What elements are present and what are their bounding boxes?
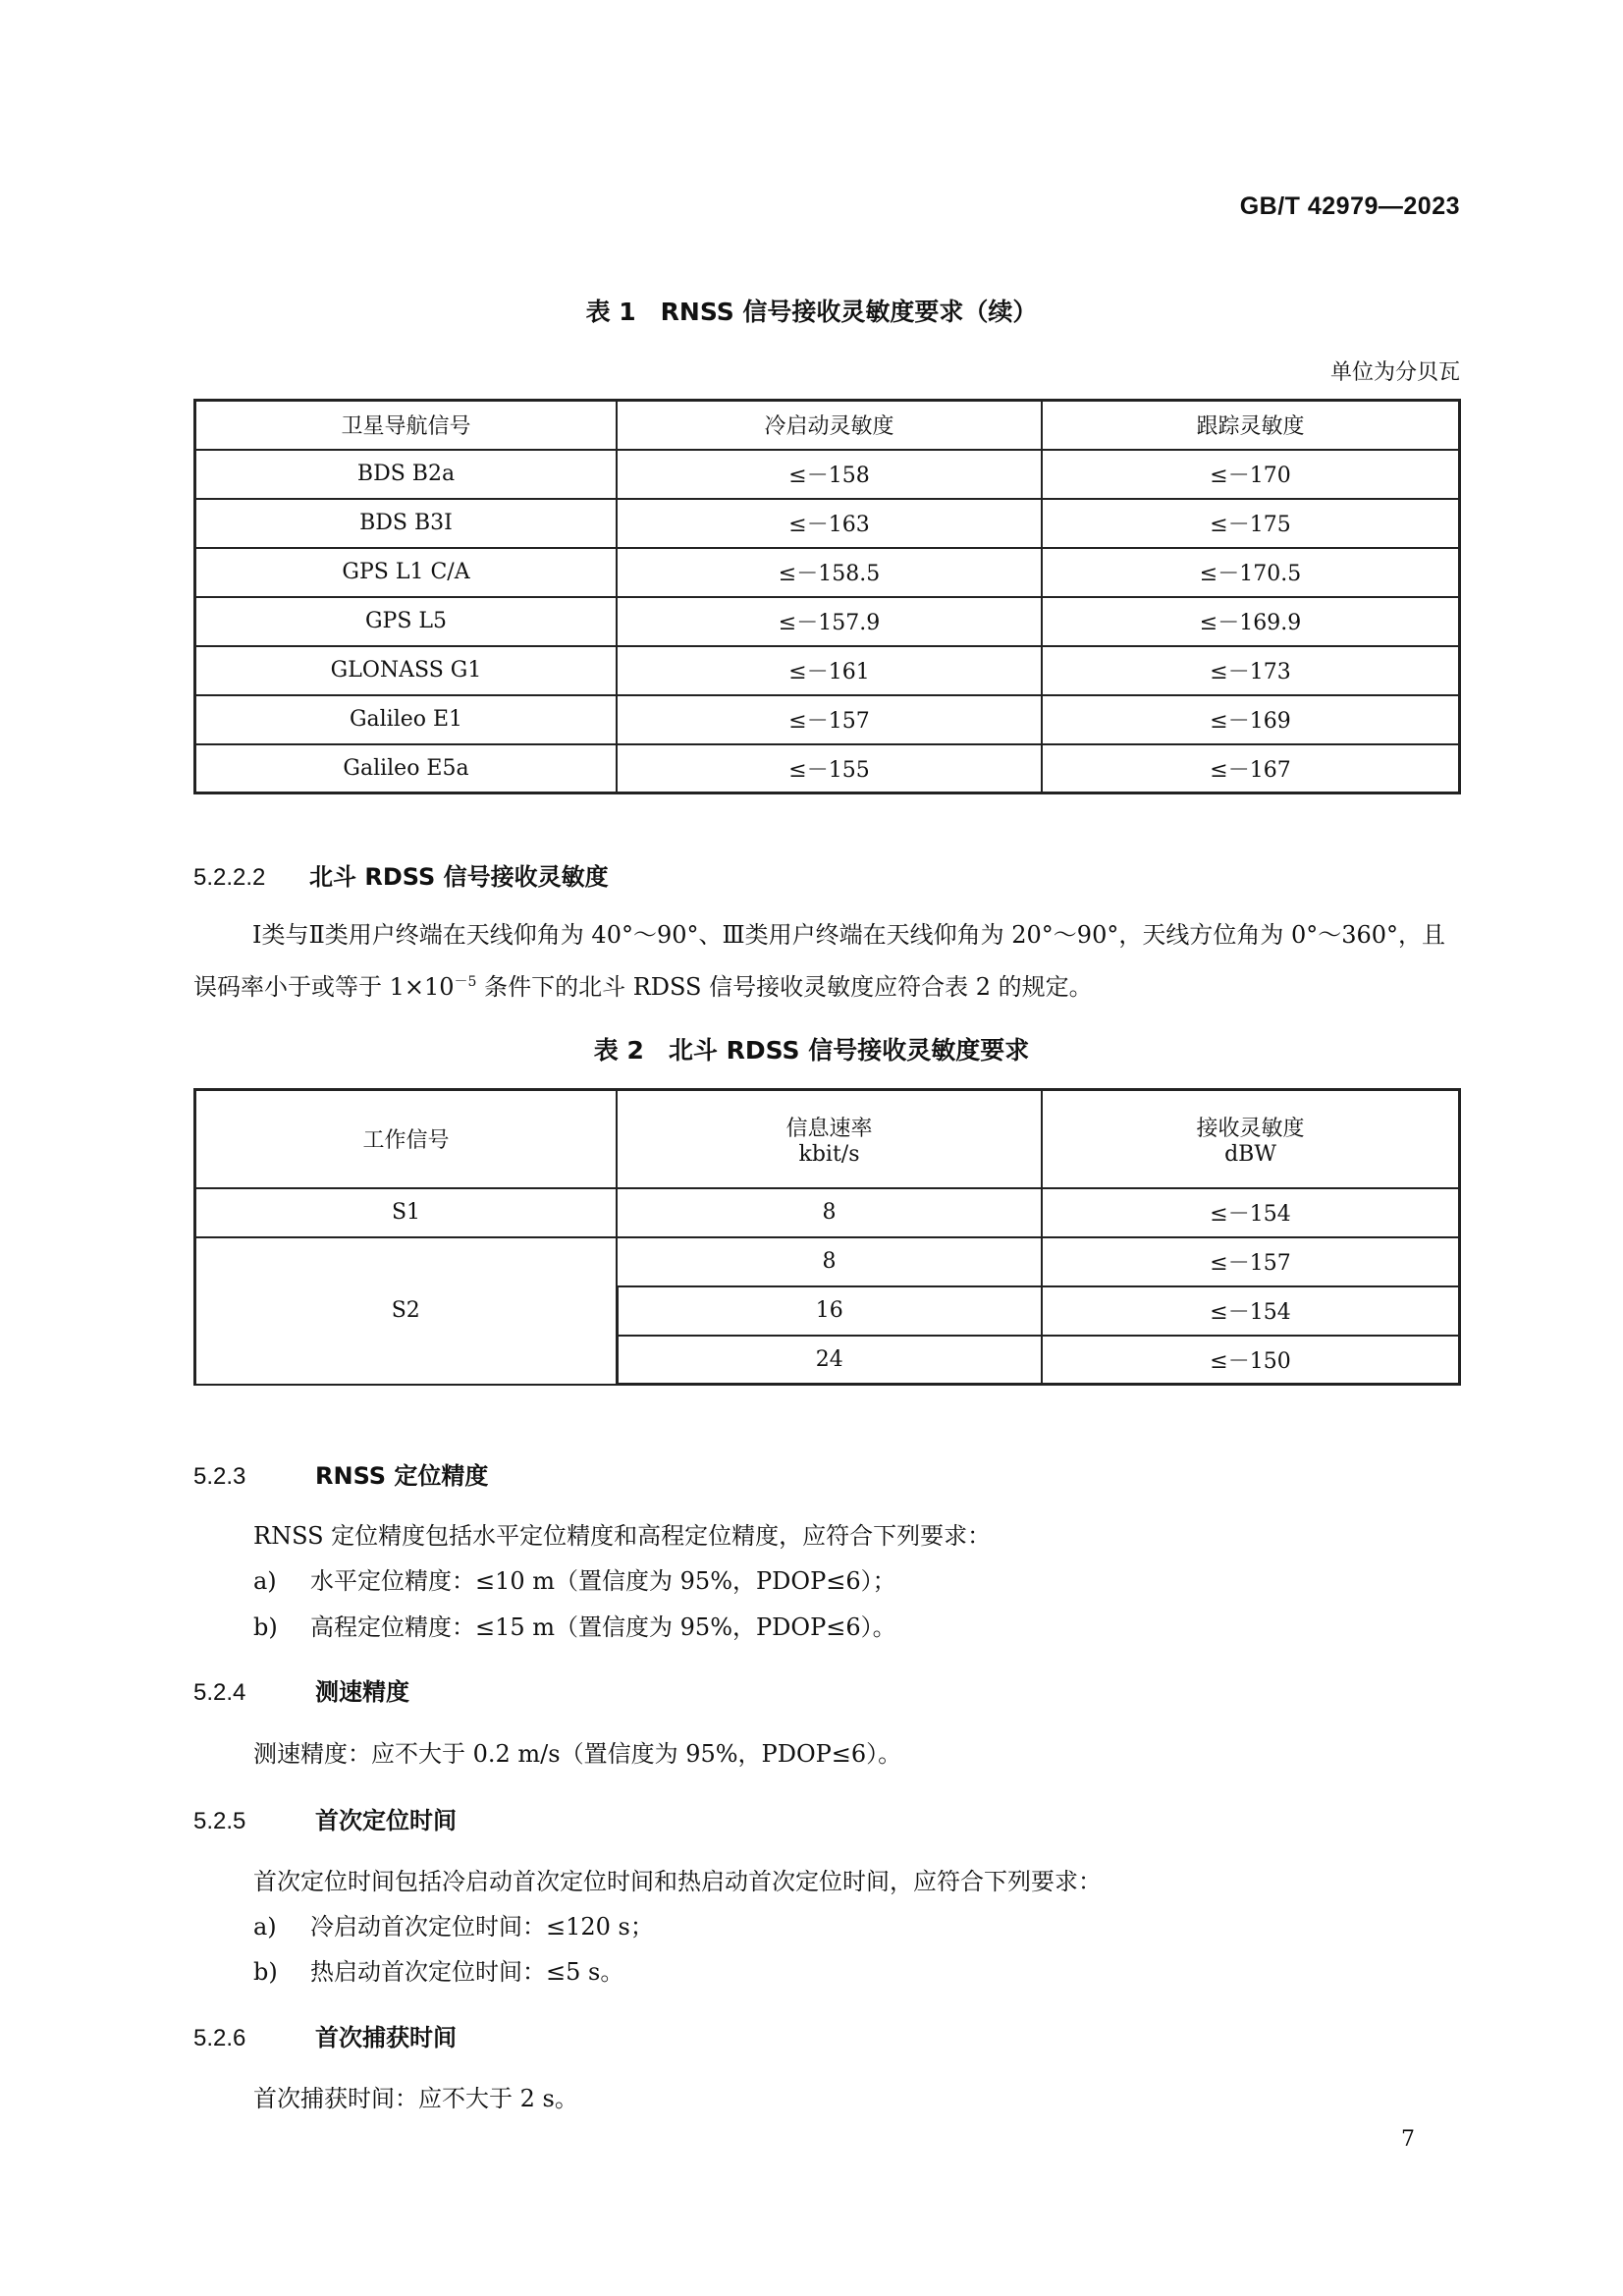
list-item [253,1907,654,1941]
table-row [195,1237,1460,1286]
table1-caption: 表 1 RNSS 信号接收灵敏度要求（续） [585,298,1038,326]
table2-header-signal: 工作信号 [195,1090,618,1188]
section-title: 首次定位时间 [315,1807,457,1834]
signal-cell: GLONASS G1 [195,646,618,695]
section-number: 5.2.4 [193,1679,246,1706]
list-label: a) [253,1913,277,1941]
paragraph-text-part2: 条件下的北斗 RDSS 信号接收灵敏度应符合表 2 的规定。 [476,973,1093,1001]
sensitivity-cell: ≤－154 [1042,1188,1460,1237]
section-5-2-6-text: 首次捕获时间：应不大于 2 s。 [253,2085,578,2112]
section-5-2-3-intro: RNSS 定位精度包括水平定位精度和高程定位精度，应符合下列要求： [253,1522,992,1550]
section-number: 5.2.6 [193,2025,246,2051]
list-item [253,1608,896,1642]
cold-start-cell: ≤－155 [617,744,1042,793]
section-title: 北斗 RDSS 信号接收灵敏度 [309,863,609,891]
signal-cell: GPS L1 C/A [195,548,618,597]
table-row [195,1188,1460,1237]
rate-header-label: 信息速率 [785,1116,873,1141]
list-label: b) [253,1958,278,1986]
table1 [193,399,1461,794]
tracking-cell: ≤－170.5 [1042,548,1460,597]
tracking-cell: ≤－170 [1042,450,1460,499]
table2 [193,1088,1461,1386]
table-row [195,695,1460,744]
table1-header-tracking: 跟踪灵敏度 [1042,401,1460,450]
cold-start-cell: ≤－157 [617,695,1042,744]
table1-header-signal: 卫星导航信号 [195,401,618,450]
section-5-2-4-heading [193,1672,409,1707]
tracking-cell: ≤－175 [1042,499,1460,548]
cold-start-cell: ≤－158.5 [617,548,1042,597]
rate-header-unit: kbit/s [798,1141,860,1167]
section-number: 5.2.5 [193,1808,246,1834]
sensitivity-header-label: 接收灵敏度 [1196,1116,1305,1141]
list-text: 水平定位精度：≤10 m（置信度为 95%，PDOP≤6）； [310,1567,896,1595]
table-row [195,499,1460,548]
section-5-2-6-heading [193,2018,457,2052]
table-row [195,450,1460,499]
section-number: 5.2.2.2 [193,864,266,891]
rate-cell: 16 [617,1286,1042,1336]
standard-number: GB/T 42979—2023 [1239,192,1460,220]
signal-cell: S1 [195,1188,618,1237]
section-5-2-2-2-text [193,911,1461,1011]
signal-cell: BDS B2a [195,450,618,499]
table2-caption: 表 2 北斗 RDSS 信号接收灵敏度要求 [593,1036,1030,1065]
tracking-cell: ≤－173 [1042,646,1460,695]
list-label: a) [253,1567,277,1595]
section-title: RNSS 定位精度 [315,1462,489,1490]
table-row [195,646,1460,695]
list-text: 高程定位精度：≤15 m（置信度为 95%，PDOP≤6）。 [310,1613,896,1641]
rate-cell: 8 [617,1188,1042,1237]
signal-cell: Galileo E5a [195,744,618,793]
section-5-2-5-intro: 首次定位时间包括冷启动首次定位时间和热启动首次定位时间，应符合下列要求： [253,1868,1102,1895]
sensitivity-header-unit: dBW [1224,1141,1276,1167]
sensitivity-cell: ≤－150 [1042,1336,1460,1385]
cold-start-cell: ≤－158 [617,450,1042,499]
tracking-cell: ≤－169 [1042,695,1460,744]
list-item [253,1561,896,1596]
section-5-2-3-heading [193,1456,488,1491]
section-5-2-2-2-heading [193,857,609,892]
cold-start-cell: ≤－163 [617,499,1042,548]
tracking-cell: ≤－169.9 [1042,597,1460,646]
sensitivity-cell: ≤－157 [1042,1237,1460,1286]
paragraph-text-part1: Ⅰ类与Ⅱ类用户终端在天线仰角为 40°～90°、Ⅲ类用户终端在天线仰角为 20°～90°，天线方位角为 0°～360°，且误码率小于或等于 1×10 [193,921,1446,1001]
table2-header-rate [617,1090,1042,1188]
list-item [253,1952,623,1987]
tracking-cell: ≤－167 [1042,744,1460,793]
list-label: b) [253,1613,278,1641]
table2-header-sensitivity [1042,1090,1460,1188]
table-row [195,597,1460,646]
section-title: 首次捕获时间 [315,2024,457,2051]
signal-cell: BDS B3I [195,499,618,548]
section-5-2-5-heading [193,1801,457,1835]
section-number: 5.2.3 [193,1463,246,1490]
section-5-2-4-text: 测速精度：应不大于 0.2 m/s（置信度为 95%，PDOP≤6）。 [253,1740,902,1768]
signal-cell: GPS L5 [195,597,618,646]
signal-cell: S2 [195,1237,618,1385]
table-row [195,548,1460,597]
sensitivity-cell: ≤－154 [1042,1286,1460,1336]
page-number: 7 [1401,2127,1415,2152]
section-title: 测速精度 [315,1678,409,1706]
table1-header-cold-start: 冷启动灵敏度 [617,401,1042,450]
exponent: －5 [454,974,477,990]
signal-cell: Galileo E1 [195,695,618,744]
list-text: 热启动首次定位时间：≤5 s。 [310,1958,624,1986]
cold-start-cell: ≤－161 [617,646,1042,695]
table1-unit: 单位为分贝瓦 [1329,360,1460,385]
rate-cell: 24 [617,1336,1042,1385]
rate-cell: 8 [617,1237,1042,1286]
table-row [195,744,1460,793]
cold-start-cell: ≤－157.9 [617,597,1042,646]
list-text: 冷启动首次定位时间：≤120 s； [310,1913,654,1941]
